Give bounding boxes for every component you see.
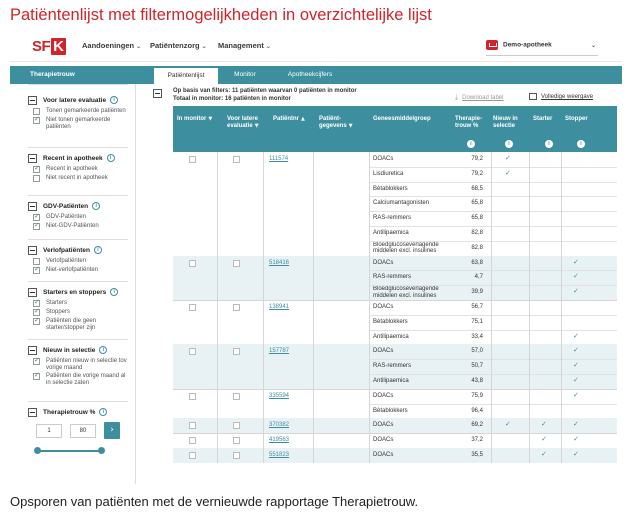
checkbox[interactable]: [33, 108, 40, 115]
range-max-input[interactable]: 80: [70, 424, 96, 438]
check-icon: ✓: [505, 168, 511, 177]
patient-number-link[interactable]: 370382: [269, 422, 290, 429]
info-icon[interactable]: i: [99, 346, 107, 354]
pharmacy-icon: [486, 40, 498, 50]
patient-block: [173, 300, 617, 344]
subrow-divider: [369, 167, 617, 168]
column-divider: [217, 152, 218, 463]
check-icon: ✓: [541, 420, 547, 429]
filter-group: [28, 152, 130, 182]
column-divider: [263, 152, 264, 463]
adherence-value: 82,8: [471, 230, 483, 236]
adherence-value: 33,4: [471, 333, 483, 340]
filter-option[interactable]: [33, 166, 130, 173]
in-monitor-checkbox[interactable]: [189, 348, 196, 355]
filter-group-title: Voor latere evaluatie: [43, 96, 107, 104]
filter-option[interactable]: [33, 108, 130, 115]
check-icon: ✓: [573, 420, 579, 429]
column-divider: [313, 152, 314, 463]
subrow-divider: [369, 241, 617, 242]
top-navigation: [10, 32, 622, 62]
filter-option[interactable]: [33, 214, 130, 221]
filter-option[interactable]: [33, 358, 130, 371]
adherence-value: 43,8: [471, 377, 483, 384]
adherence-value: 57,0: [471, 348, 483, 355]
tab-monitor[interactable]: Monitor: [234, 71, 256, 78]
in-monitor-checkbox[interactable]: [189, 422, 196, 429]
drug-group: DOACs: [373, 304, 394, 310]
check-icon: ✓: [573, 257, 579, 266]
check-icon: ✓: [505, 154, 511, 162]
drug-group: Bètablokkers: [373, 407, 408, 414]
filter-divider: [28, 339, 128, 340]
collapse-icon[interactable]: [28, 288, 37, 297]
later-evaluation-checkbox[interactable]: [233, 304, 240, 311]
column-header[interactable]: [273, 116, 313, 123]
checkbox[interactable]: [33, 117, 40, 124]
patient-block: [173, 448, 617, 463]
filter-divider: [28, 239, 128, 240]
filter-group-title: GDV-Patiënten: [43, 202, 89, 210]
collapse-summary-icon[interactable]: [153, 89, 162, 98]
drug-group: Calciumantagonisten: [373, 200, 430, 207]
subrow-divider: [369, 330, 617, 331]
check-icon: ✓: [573, 390, 579, 399]
checkbox[interactable]: [33, 223, 40, 230]
patient-number-link[interactable]: 157787: [269, 348, 290, 355]
column-header-label: Stopper: [565, 116, 588, 122]
adherence-value: 65,8: [471, 215, 483, 222]
fullscreen-link[interactable]: Volledige weergave: [529, 93, 593, 100]
filter-option-label: Niet recent in apotheek: [46, 175, 108, 181]
filter-sidebar: [10, 84, 136, 484]
check-icon: ✓: [541, 435, 547, 444]
drug-group: Bloedglucoseverlagende middelen excl. insulines: [373, 286, 439, 299]
adherence-value: 65,8: [471, 200, 483, 207]
range-slider[interactable]: [36, 450, 102, 452]
filter-option[interactable]: [33, 318, 130, 331]
patient-block: [173, 433, 617, 448]
adherence-value: 4,7: [474, 274, 483, 281]
check-icon: ✓: [505, 420, 511, 429]
page-title: Patiëntenlijst met filtermogelijkheden in overzichtelijke lijst: [10, 6, 432, 24]
slider-handle-min[interactable]: [34, 447, 41, 454]
subrow-divider: [369, 270, 617, 271]
info-icon[interactable]: i: [505, 140, 513, 148]
drug-group: Antilipaemica: [373, 377, 409, 384]
checkbox[interactable]: [33, 300, 40, 307]
nav-patientenzorg[interactable]: Patiëntenzorg ⌄: [150, 41, 207, 50]
column-header[interactable]: [319, 116, 359, 130]
checkbox[interactable]: [33, 214, 40, 221]
info-icon[interactable]: i: [94, 246, 102, 254]
later-evaluation-checkbox[interactable]: [233, 422, 240, 429]
filter-divider: [28, 401, 128, 402]
filter-option[interactable]: [33, 373, 130, 386]
organisation-select[interactable]: Demo-apotheek ⌄: [486, 40, 598, 56]
check-icon: ✓: [573, 272, 579, 281]
patient-block: [173, 418, 617, 433]
later-evaluation-checkbox[interactable]: [233, 348, 240, 355]
patient-number-link[interactable]: 335594: [269, 392, 290, 399]
patient-number-link[interactable]: 518416: [269, 259, 290, 266]
filter-option[interactable]: [33, 309, 130, 316]
in-monitor-checkbox[interactable]: [189, 437, 196, 444]
filter-option[interactable]: [33, 175, 130, 182]
drug-group: DOACs: [373, 348, 394, 355]
adherence-value: 79,2: [471, 156, 483, 162]
later-evaluation-checkbox[interactable]: [233, 156, 240, 163]
info-icon[interactable]: i: [110, 96, 118, 104]
check-icon: ✓: [573, 346, 579, 355]
column-header-label: Therapie-trouw %: [455, 116, 483, 129]
drug-group: DOACs: [373, 156, 394, 162]
later-evaluation-checkbox[interactable]: [233, 260, 240, 267]
in-monitor-checkbox[interactable]: [189, 260, 196, 267]
checkbox[interactable]: [33, 373, 40, 380]
adherence-value: 39,9: [471, 289, 483, 296]
column-divider: [369, 152, 370, 463]
info-icon[interactable]: i: [99, 408, 107, 416]
filter-option-label: Tonen gemarkeerde patiënten: [46, 108, 126, 114]
subrow-divider: [369, 374, 617, 375]
filter-option-label: Patiënten nieuw in selectie tov vorige maand: [46, 358, 127, 371]
patient-number-link[interactable]: 111574: [269, 156, 289, 162]
patient-number-link[interactable]: 138941: [269, 304, 290, 310]
drug-group: Bètablokkers: [373, 185, 408, 192]
sort-icon[interactable]: ▼: [254, 123, 259, 129]
drug-group: RAS-remmers: [373, 363, 412, 370]
tab-apotheekcijfers[interactable]: Apotheekcijfers: [287, 71, 333, 78]
drug-group: DOACs: [373, 452, 394, 458]
column-header[interactable]: [455, 116, 495, 130]
nav-management[interactable]: Management ⌄: [218, 41, 271, 50]
subrow-divider: [369, 226, 617, 227]
patient-table: [173, 106, 617, 463]
filter-option[interactable]: [33, 258, 130, 265]
range-min-input[interactable]: 1: [36, 424, 62, 438]
adherence-value: 56,7: [471, 304, 483, 310]
download-table-link[interactable]: ⤓ Download tabel: [455, 93, 504, 101]
later-evaluation-checkbox[interactable]: [233, 393, 240, 400]
filter-group: [28, 244, 130, 274]
column-header-label: Voor latere evaluatie: [227, 116, 258, 129]
info-icon[interactable]: i: [577, 140, 585, 148]
subrow-divider: [369, 211, 617, 212]
checkbox[interactable]: [33, 318, 40, 325]
adherence-value: 69,2: [471, 422, 483, 429]
filter-group-header[interactable]: [28, 244, 130, 256]
sort-icon[interactable]: ▼: [348, 123, 353, 129]
drug-group: DOACs: [373, 422, 394, 429]
in-monitor-checkbox[interactable]: [189, 156, 196, 163]
column-header[interactable]: [177, 116, 217, 123]
filter-group-header[interactable]: [28, 286, 130, 298]
subrow-divider: [369, 285, 617, 286]
check-icon: ✓: [573, 435, 579, 444]
chevron-down-icon: ⌄: [265, 44, 271, 50]
app-window: [10, 32, 622, 484]
drug-group: DOACs: [373, 437, 394, 444]
filter-group-title: Starters en stoppers: [43, 288, 107, 296]
collapse-icon[interactable]: [28, 246, 37, 255]
column-header-label: Patiënt-gegevens: [319, 116, 347, 129]
later-evaluation-checkbox[interactable]: [233, 452, 240, 459]
column-header-label: In monitor: [177, 116, 207, 122]
filter-option-label: GDV-Patiënten: [46, 214, 87, 220]
column-divider: [561, 152, 562, 463]
filter-option[interactable]: [33, 117, 130, 130]
filter-option[interactable]: [33, 223, 130, 230]
adherence-value: 96,4: [471, 407, 483, 414]
chevron-down-icon: ⌄: [136, 44, 142, 50]
column-divider: [529, 152, 530, 463]
filter-group-header[interactable]: [28, 200, 130, 212]
filter-option-label: Patiënten die vorige maand al in selectie zaten: [46, 373, 126, 386]
adherence-value: 82,8: [471, 244, 483, 251]
adherence-value: 63,8: [471, 259, 483, 266]
filter-group: [28, 406, 130, 418]
in-monitor-checkbox[interactable]: [189, 393, 196, 400]
filter-divider: [28, 147, 128, 148]
patient-number-link[interactable]: 551823: [269, 452, 290, 458]
filter-option-label: Niet tonen gemarkeerde patiënten: [46, 117, 111, 130]
summary-line-1: Op basis van filters: 11 patiënten waarvan 0 patiënten in monitor: [173, 88, 357, 94]
in-monitor-checkbox[interactable]: [189, 452, 196, 459]
sort-asc-icon[interactable]: ▲: [301, 116, 305, 122]
adherence-value: 68,5: [471, 185, 483, 192]
sfk-logo[interactable]: SF K: [32, 38, 64, 55]
patient-number-link[interactable]: 419563: [269, 437, 290, 444]
drug-group: Bètablokkers: [373, 318, 408, 325]
subrow-divider: [369, 315, 617, 316]
subrow-divider: [369, 182, 617, 183]
info-icon[interactable]: i: [545, 140, 553, 148]
column-divider: [491, 152, 492, 463]
collapse-icon[interactable]: [28, 346, 37, 355]
column-header-label: Patiëntnr: [273, 116, 300, 122]
chevron-down-icon: ⌄: [201, 44, 207, 50]
info-icon[interactable]: i: [92, 202, 100, 210]
drug-group: Antilipaemica: [373, 230, 409, 236]
slider-handle-max[interactable]: [98, 447, 105, 454]
drug-group: RAS-remmers: [373, 215, 412, 222]
nav-aandoeningen[interactable]: Aandoeningen ⌄: [82, 41, 142, 50]
check-icon: ✓: [573, 375, 579, 384]
sort-icon[interactable]: ▼: [208, 116, 213, 122]
filter-option-label: Niet-verlofpatiënten: [46, 267, 99, 273]
checkbox[interactable]: [33, 358, 40, 365]
column-header[interactable]: [373, 116, 449, 123]
patient-block: [173, 256, 617, 300]
filter-group-header[interactable]: [28, 406, 130, 418]
sidebar-top-divider: [28, 84, 128, 85]
filter-option-label: Stoppers: [46, 309, 71, 315]
drug-group: RAS-remmers: [373, 274, 412, 281]
filter-option[interactable]: [33, 267, 130, 274]
patient-block: [173, 344, 617, 388]
check-icon: ✓: [573, 361, 579, 370]
filter-divider: [28, 281, 128, 282]
collapse-icon[interactable]: [28, 408, 37, 417]
subrow-divider: [369, 404, 617, 405]
filter-group-title: Recent in apotheek: [43, 154, 103, 162]
filter-option-label: Patiënten die geen starter/stopper zijn: [46, 318, 97, 331]
column-header-label: Geneesmiddelgroep: [373, 116, 431, 122]
later-evaluation-checkbox[interactable]: [233, 437, 240, 444]
filter-group-title: Verlofpatiënten: [43, 246, 90, 254]
adherence-value: 50,7: [471, 363, 483, 370]
drug-group: Antilipaemica: [373, 333, 409, 340]
drug-group: Lisdiuretica: [373, 170, 404, 177]
summary-line-2: Totaal in monitor: 16 patiënten in monitor: [173, 96, 291, 102]
drug-group: Bloedglucoseverlagende middelen excl. insulines: [373, 241, 439, 255]
filter-group-header[interactable]: [28, 94, 130, 106]
checkbox[interactable]: [33, 175, 40, 182]
download-icon: ⤓: [455, 93, 459, 101]
info-icon[interactable]: i: [467, 140, 475, 148]
in-monitor-checkbox[interactable]: [189, 304, 196, 311]
filter-option-label: Recent in apotheek: [46, 166, 98, 172]
filter-group: [28, 344, 130, 386]
adherence-value: 75,9: [471, 392, 483, 399]
check-icon: ✓: [573, 287, 579, 296]
filter-option-label: Starters: [46, 300, 68, 306]
subrow-divider: [369, 196, 617, 197]
filter-option-label: Niet-GDV-Patiënten: [46, 223, 99, 229]
check-icon: ✓: [573, 450, 579, 458]
subrow-divider: [369, 359, 617, 360]
info-icon[interactable]: i: [110, 288, 118, 296]
column-header[interactable]: [493, 116, 533, 130]
column-header[interactable]: [565, 116, 605, 123]
adherence-value: 79,2: [471, 170, 483, 177]
filter-group: [28, 286, 130, 331]
drug-group: DOACs: [373, 392, 394, 399]
filter-group: [28, 200, 130, 230]
caption: Opsporen van patiënten met de vernieuwde rapportage Therapietrouw.: [10, 494, 419, 509]
patient-block: [173, 152, 617, 256]
checkbox[interactable]: [33, 258, 40, 265]
collapse-icon[interactable]: [28, 154, 37, 163]
check-icon: ✓: [541, 450, 547, 458]
column-header-label: Nieuw in selectie: [493, 116, 518, 129]
tab-bar: [10, 66, 622, 84]
filter-divider: [28, 195, 128, 196]
filter-group: [28, 94, 130, 130]
filter-group-header[interactable]: [28, 152, 130, 164]
section-title: Therapietrouw: [30, 71, 75, 78]
collapse-icon[interactable]: [28, 96, 37, 105]
apply-range-button[interactable]: ›: [104, 422, 120, 439]
filter-group-title: Therapietrouw %: [43, 408, 96, 416]
patient-block: [173, 389, 617, 419]
collapse-icon[interactable]: [28, 202, 37, 211]
chevron-down-icon: ⌄: [590, 43, 596, 49]
column-header-label: Starter: [533, 116, 553, 122]
filter-option[interactable]: [33, 300, 130, 307]
adherence-value: 75,1: [471, 318, 483, 325]
info-icon[interactable]: i: [107, 154, 115, 162]
column-header[interactable]: [227, 116, 267, 130]
table-header: [173, 106, 617, 152]
checkbox[interactable]: [33, 309, 40, 316]
adherence-value: 37,2: [471, 437, 483, 444]
checkbox[interactable]: [33, 267, 40, 274]
check-icon: ✓: [573, 331, 579, 340]
filter-group-title: Nieuw in selectie: [43, 346, 96, 354]
filter-group-header[interactable]: [28, 344, 130, 356]
filter-option-label: Verlofpatiënten: [46, 258, 87, 264]
checkbox[interactable]: [33, 166, 40, 173]
adherence-value: 35,5: [471, 452, 483, 458]
fullscreen-icon: [529, 93, 537, 100]
main-content: [137, 84, 622, 484]
drug-group: DOACs: [373, 259, 394, 266]
tab-patientenlijst[interactable]: Patiëntenlijst: [154, 66, 218, 84]
